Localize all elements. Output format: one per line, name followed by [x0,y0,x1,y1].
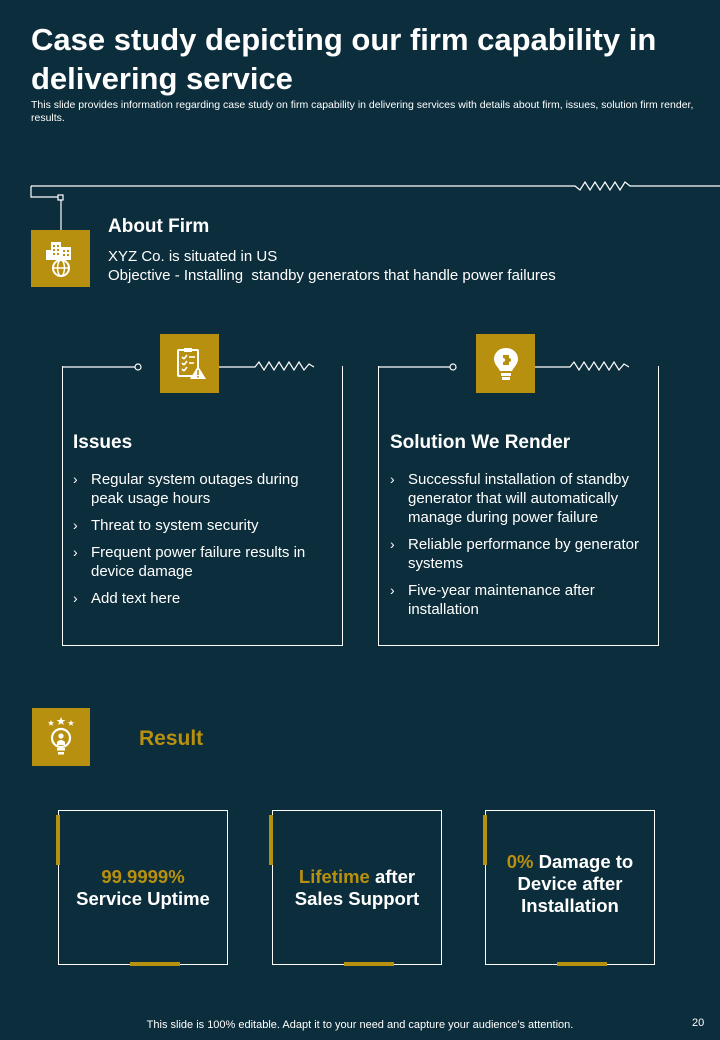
list-item: › Successful installation of standby generator that will automatically manage during power failure [390,471,629,526]
result-highlight: 99.9999% [101,865,185,887]
accent-bar [557,962,607,966]
list-item: › Frequent power failure results in device damage [73,544,306,580]
page-title: Case study depicting our firm capability in delivering service [31,22,657,96]
list-item: › Add text here [73,590,181,607]
list-item: › Five-year maintenance after installation [390,582,595,618]
result-card-text [490,851,650,917]
accent-bar [130,962,180,966]
about-line-2: Objective - Installing standby generators that handle power failures [108,267,556,284]
list-item: › Threat to system security [73,517,259,534]
chevron-right-icon: › [390,471,395,487]
issues-list [73,470,331,616]
chevron-right-icon: › [73,517,78,533]
page-subtitle: This slide provides information regarding case study on firm capability in delivering services with details about firm, issues, solution firm render, results. [31,99,694,124]
result-rest: after Sales Support [294,865,420,909]
chevron-right-icon: › [73,544,78,560]
result-card-uptime [58,810,228,965]
page-number: 20 [692,1017,705,1029]
bulb-puzzle-icon [476,334,535,393]
solution-list [390,470,648,627]
accent-bar [269,815,273,865]
result-card-support [272,810,442,965]
accent-bar [56,815,60,865]
accent-bar [483,815,487,865]
chevron-right-icon: › [73,471,78,487]
chevron-right-icon: › [390,536,395,552]
result-highlight: Lifetime [298,865,370,887]
list-item: › Reliable performance by generator systems [390,536,639,572]
result-rest: Damage to Device after Installation [517,850,634,916]
result-card-damage [485,810,655,965]
building-globe-icon [31,230,90,287]
result-highlight: 0% [506,850,534,872]
idea-person-stars-icon [32,708,90,766]
result-rest: Service Uptime [76,887,210,909]
footer-note: This slide is 100% editable. Adapt it to your need and capture your audience’s attention. [146,1019,574,1031]
about-heading: About Firm [108,216,210,237]
solution-heading: Solution We Render [390,432,571,453]
issues-heading: Issues [73,432,133,453]
about-line-1: XYZ Co. is situated in US [108,248,278,265]
chevron-right-icon: › [73,590,78,606]
result-card-text [76,866,210,910]
checklist-warning-icon [160,334,219,393]
accent-bar [344,962,394,966]
list-item: › Regular system outages during peak usage hours [73,471,299,507]
result-card-text [287,866,427,910]
chevron-right-icon: › [390,582,395,598]
result-heading: Result [139,727,204,750]
